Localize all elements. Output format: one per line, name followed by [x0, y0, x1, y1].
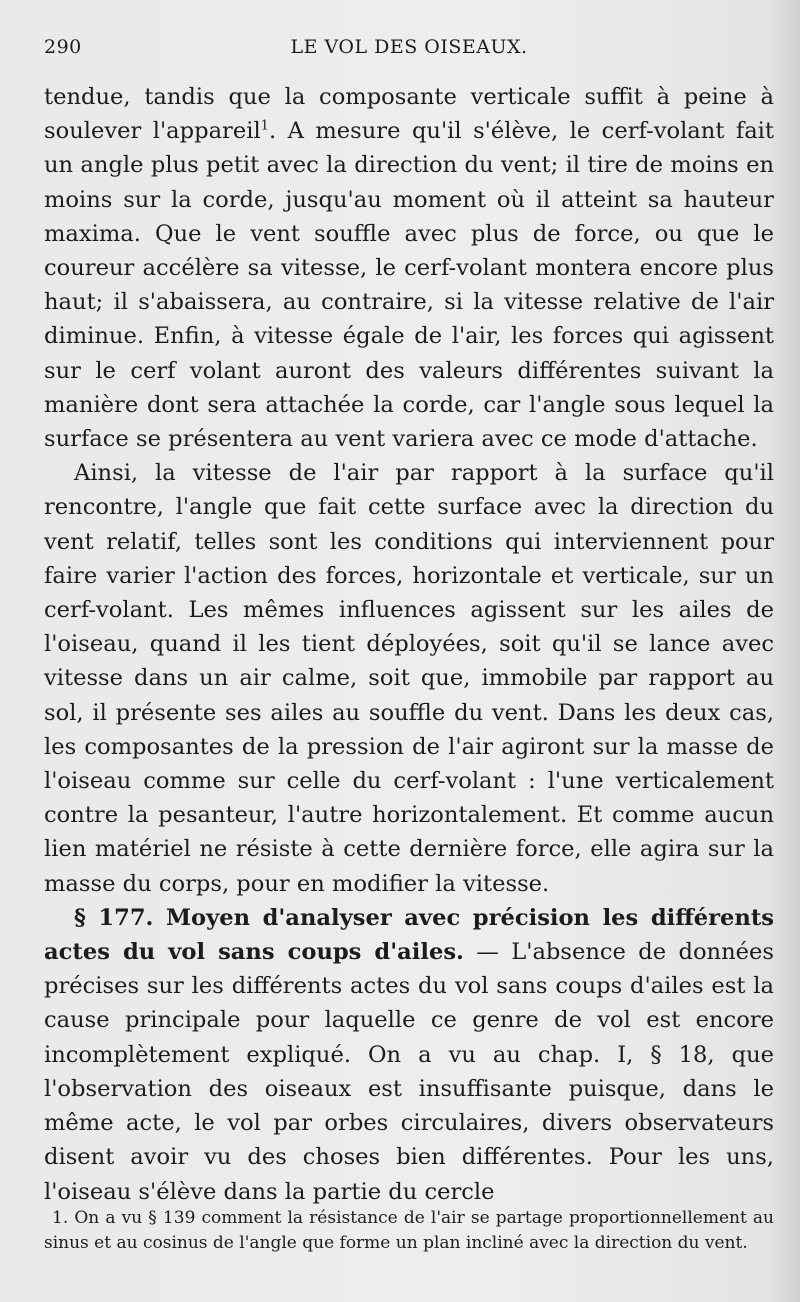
paragraph-text: tendue, tandis que la composante verticale suffit à peine à soulever l'appareil: [44, 84, 774, 145]
paragraph-continued: [44, 80, 774, 456]
page-header: [44, 36, 774, 62]
footnote-text: On a vu § 139 comment la résistance de l'air se partage proportionnellement au sinus et au cosinus de l'angle que forme un plan incliné avec la direction du vent.: [44, 1208, 774, 1253]
page-number: 290: [44, 36, 82, 58]
section-text: — L'absence de données précises sur les différents actes du vol sans coups d'ailes est la cause principale pour laquelle ce genre de vol est encore incomplètement expliqué. On a vu au chap. I, § 18, que l'observation des oiseaux est insuffisante puisque, dans le même acte, le vol par orbes circulaires, divers observateurs disent avoir vu des choses bien différentes. Pour les uns, l'oiseau s'élève dans la partie du cercle: [44, 939, 774, 1205]
paragraph-text: Ainsi, la vitesse de l'air par rapport à la surface qu'il rencontre, l'angle que fait cette surface avec la direction du vent relatif, telles sont les conditions qui interviennent pour faire varier l'action des forces, horizontale et verticale, sur un cerf-volant. Les mêmes influences agissent sur les ailes de l'oiseau, quand il les tient déployées, soit qu'il se lance avec vitesse dans un air calme, soit que, immobile par rapport au sol, il présente ses ailes au souffle du vent. Dans les deux cas, les composantes de la pression de l'air agiront sur la masse de l'oiseau comme sur celle du cerf-volant : l'une verticalement contre la pesanteur, l'autre horizontalement. Et comme aucun lien matériel ne résiste à cette dernière force, elle agira sur la masse du corps, pour en modifier la vitesse.: [44, 460, 774, 897]
footnote: [44, 1206, 774, 1256]
footnotes: [44, 1206, 774, 1256]
footnote-marker: 1.: [52, 1208, 69, 1228]
footnote-reference: 1: [260, 118, 269, 134]
running-title: LE VOL DES OISEAUX.: [290, 36, 528, 58]
section-paragraph: [44, 901, 774, 1209]
paragraph: [44, 456, 774, 901]
body-text: [44, 80, 774, 1209]
paragraph-text: . A mesure qu'il s'élève, le cerf-volant fait un angle plus petit avec la direction du vent; il tire de moins en moins sur la corde, jusqu'au moment où il atteint sa hauteur maxima. Que le vent souffle avec plus de force, ou que le coureur accélère sa vitesse, le cerf-volant montera encore plus haut; il s'abaissera, au contraire, si la vitesse relative de l'air diminue. Enfin, à vitesse égale de l'air, les forces qui agissent sur le cerf volant auront des valeurs différentes suivant la manière dont sera attachée la corde, car l'angle sous lequel la surface se présentera au vent variera avec ce mode d'attache.: [44, 118, 774, 453]
section-heading: § 177. Moyen d'analyser avec précision les différents actes du vol sans coups d'ailes.: [44, 904, 774, 966]
